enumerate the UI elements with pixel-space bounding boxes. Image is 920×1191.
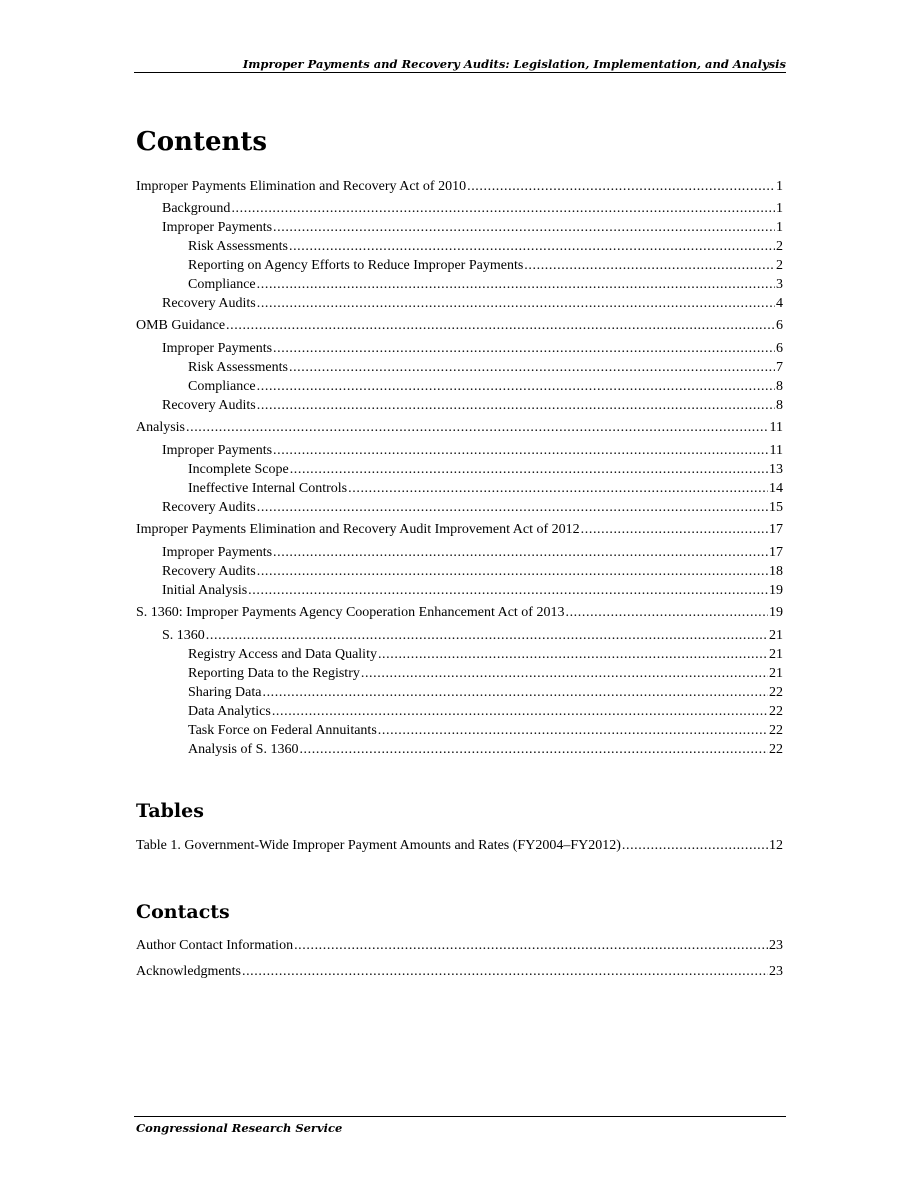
toc-leader bbox=[226, 316, 775, 335]
toc-entry-page: 15 bbox=[769, 500, 783, 515]
toc-entry-page: 18 bbox=[769, 564, 783, 579]
toc-entry-title: Risk Assessments bbox=[188, 239, 288, 254]
toc-entry-title: Table 1. Government-Wide Improper Payment Amounts and Rates (FY2004–FY2012) bbox=[136, 838, 621, 853]
toc-leader bbox=[565, 603, 768, 622]
toc-entry-page: 1 bbox=[776, 201, 783, 216]
toc-entry-page: 22 bbox=[769, 742, 783, 757]
toc-entry[interactable] bbox=[188, 721, 783, 740]
toc-entry-title: Registry Access and Data Quality bbox=[188, 647, 377, 662]
toc-leader bbox=[622, 836, 768, 855]
toc-leader bbox=[273, 218, 775, 237]
toc-entry-page: 22 bbox=[769, 723, 783, 738]
toc-entry-page: 14 bbox=[769, 481, 783, 496]
toc-entry[interactable] bbox=[188, 683, 783, 702]
toc-entry-page: 6 bbox=[776, 318, 783, 333]
toc-entry[interactable] bbox=[188, 460, 783, 479]
toc-entry-title: Ineffective Internal Controls bbox=[188, 481, 348, 496]
contents-heading: Contents bbox=[136, 127, 268, 157]
toc-entry-page: 22 bbox=[769, 685, 783, 700]
toc-entry-title: Recovery Audits bbox=[162, 296, 256, 311]
toc-entry-title: Incomplete Scope bbox=[188, 462, 289, 477]
toc-entry[interactable] bbox=[188, 275, 783, 294]
toc-entry[interactable] bbox=[188, 664, 783, 683]
toc-entry[interactable] bbox=[188, 237, 783, 256]
toc-entry[interactable] bbox=[136, 520, 783, 539]
toc-leader bbox=[231, 199, 775, 218]
toc-entry-title: Analysis bbox=[136, 420, 185, 435]
toc-entry-page: 11 bbox=[769, 420, 783, 435]
toc-leader bbox=[257, 396, 775, 415]
toc-entry-page: 3 bbox=[776, 277, 783, 292]
toc-entry-title: S. 1360 bbox=[162, 628, 205, 643]
toc-entry[interactable] bbox=[162, 441, 783, 460]
toc-entry-title: Improper Payments bbox=[162, 443, 273, 458]
toc-entry[interactable] bbox=[162, 396, 783, 415]
toc-leader bbox=[257, 275, 775, 294]
toc-entry-title: Analysis of S. 1360 bbox=[188, 742, 299, 757]
footer-text: Congressional Research Service bbox=[136, 1121, 343, 1135]
toc-leader bbox=[299, 740, 768, 759]
tables-heading: Tables bbox=[136, 800, 204, 822]
toc-entry[interactable] bbox=[162, 562, 783, 581]
toc-entry-contact[interactable] bbox=[136, 936, 783, 955]
toc-entry-title: Author Contact Information bbox=[136, 938, 294, 953]
toc-entry-page: 19 bbox=[769, 605, 783, 620]
toc-entry-page: 19 bbox=[769, 583, 783, 598]
toc-entry[interactable] bbox=[188, 645, 783, 664]
toc-leader bbox=[257, 294, 775, 313]
toc-leader bbox=[378, 645, 768, 664]
toc-entry-contact[interactable] bbox=[136, 962, 783, 981]
toc-leader bbox=[290, 460, 768, 479]
toc-entry-title: Recovery Audits bbox=[162, 500, 256, 515]
toc-leader bbox=[361, 664, 768, 683]
toc-entry[interactable] bbox=[162, 498, 783, 517]
toc-entry-page: 4 bbox=[776, 296, 783, 311]
toc-leader bbox=[378, 721, 768, 740]
toc-entry-title: Improper Payments bbox=[162, 341, 273, 356]
toc-entry-title: Improper Payments bbox=[162, 220, 273, 235]
toc-leader bbox=[257, 562, 768, 581]
toc-entry-title: Initial Analysis bbox=[162, 583, 248, 598]
toc-entry-page: 1 bbox=[776, 220, 783, 235]
toc-entry-title: Reporting Data to the Registry bbox=[188, 666, 360, 681]
toc-entry-page: 23 bbox=[769, 938, 783, 953]
toc-leader bbox=[294, 936, 768, 955]
toc-entry-title: Sharing Data bbox=[188, 685, 262, 700]
toc-entry-title: Acknowledgments bbox=[136, 964, 241, 979]
toc-entry-page: 11 bbox=[769, 443, 783, 458]
footer-rule bbox=[134, 1116, 786, 1117]
toc-entry-title: Background bbox=[162, 201, 231, 216]
toc-entry-page: 13 bbox=[769, 462, 783, 477]
toc-entry-title: Improper Payments Elimination and Recovery Act of 2010 bbox=[136, 179, 467, 194]
toc-entry[interactable] bbox=[162, 218, 783, 237]
toc-entry-page: 6 bbox=[776, 341, 783, 356]
toc-entry-page: 23 bbox=[769, 964, 783, 979]
toc-leader bbox=[289, 237, 775, 256]
toc-leader bbox=[524, 256, 775, 275]
toc-entry-page: 1 bbox=[776, 179, 783, 194]
toc-entry-page: 2 bbox=[776, 239, 783, 254]
toc-entry-title: Compliance bbox=[188, 277, 256, 292]
toc-entry-page: 8 bbox=[776, 379, 783, 394]
toc-entry[interactable] bbox=[188, 740, 783, 759]
toc-leader bbox=[248, 581, 768, 600]
toc-entry-page: 17 bbox=[769, 522, 783, 537]
toc-entry[interactable] bbox=[136, 603, 783, 622]
toc-leader bbox=[581, 520, 768, 539]
toc-entry-title: Risk Assessments bbox=[188, 360, 288, 375]
toc-leader bbox=[467, 177, 775, 196]
toc-entry-title: OMB Guidance bbox=[136, 318, 226, 333]
toc-entry[interactable] bbox=[188, 479, 783, 498]
toc-entry[interactable] bbox=[188, 358, 783, 377]
toc-leader bbox=[242, 962, 768, 981]
toc-entry[interactable] bbox=[188, 256, 783, 275]
toc-leader bbox=[273, 339, 775, 358]
toc-entry-page: 21 bbox=[769, 647, 783, 662]
toc-entry-title: Reporting on Agency Efforts to Reduce Improper Payments bbox=[188, 258, 524, 273]
toc-entry-title: Data Analytics bbox=[188, 704, 271, 719]
toc-leader bbox=[273, 441, 768, 460]
toc-entry-page: 7 bbox=[776, 360, 783, 375]
toc-entry-page: 21 bbox=[769, 628, 783, 643]
toc-entry-title: S. 1360: Improper Payments Agency Cooperation Enhancement Act of 2013 bbox=[136, 605, 565, 620]
toc-leader bbox=[289, 358, 775, 377]
toc-entry-page: 8 bbox=[776, 398, 783, 413]
toc-entry-page: 12 bbox=[769, 838, 783, 853]
toc-leader bbox=[273, 543, 768, 562]
toc-entry-title: Improper Payments bbox=[162, 545, 273, 560]
toc-leader bbox=[262, 683, 768, 702]
contacts-heading: Contacts bbox=[136, 901, 230, 923]
toc-entry-page: 2 bbox=[776, 258, 783, 273]
toc-entry[interactable] bbox=[162, 339, 783, 358]
toc-entry[interactable] bbox=[162, 581, 783, 600]
toc-leader bbox=[257, 377, 775, 396]
toc-entry-title: Recovery Audits bbox=[162, 398, 256, 413]
running-header: Improper Payments and Recovery Audits: Legislation, Implementation, and Analysis bbox=[242, 57, 786, 71]
toc-entry[interactable] bbox=[136, 177, 783, 196]
toc-entry[interactable] bbox=[162, 199, 783, 218]
toc-entry[interactable] bbox=[162, 294, 783, 313]
toc-entry-page: 21 bbox=[769, 666, 783, 681]
toc-entry-page: 17 bbox=[769, 545, 783, 560]
toc-entry[interactable] bbox=[162, 626, 783, 645]
toc-leader bbox=[206, 626, 768, 645]
toc-entry-title: Compliance bbox=[188, 379, 256, 394]
toc-entry[interactable] bbox=[136, 316, 783, 335]
toc-entry-title: Recovery Audits bbox=[162, 564, 256, 579]
toc-leader bbox=[348, 479, 768, 498]
toc-leader bbox=[186, 418, 769, 437]
toc-entry-table[interactable] bbox=[136, 836, 783, 855]
toc-entry[interactable] bbox=[136, 418, 783, 437]
toc-entry[interactable] bbox=[188, 377, 783, 396]
toc-entry-page: 22 bbox=[769, 704, 783, 719]
toc-leader bbox=[257, 498, 768, 517]
toc-entry[interactable] bbox=[188, 702, 783, 721]
toc-entry-title: Task Force on Federal Annuitants bbox=[188, 723, 377, 738]
toc-entry-title: Improper Payments Elimination and Recovery Audit Improvement Act of 2012 bbox=[136, 522, 580, 537]
toc-entry[interactable] bbox=[162, 543, 783, 562]
toc-leader bbox=[272, 702, 768, 721]
